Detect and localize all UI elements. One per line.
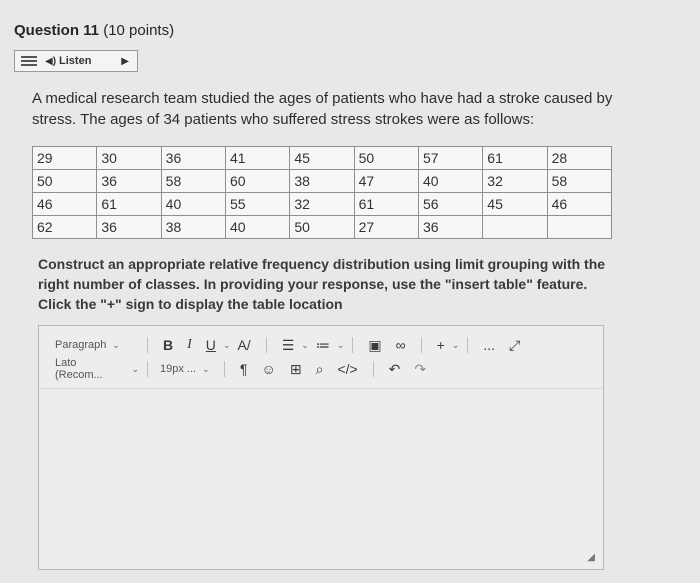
toolbar-divider [421,337,422,353]
list-icon[interactable]: ≔ [315,336,330,353]
toolbar-divider [147,337,148,353]
table-cell: 50 [33,170,97,193]
table-cell: 56 [418,193,482,216]
table-cell: 55 [225,193,289,216]
italic-button[interactable]: I [187,337,192,352]
table-cell: 47 [354,170,418,193]
table-cell: 61 [483,147,547,170]
table-cell: 38 [290,170,354,193]
table-cell: 41 [225,147,289,170]
table-cell: 36 [97,170,161,193]
chevron-down-icon[interactable]: ⌄ [336,339,345,350]
table-cell: 61 [97,193,161,216]
toolbar-divider [352,337,353,353]
table-cell: 50 [354,147,418,170]
table-cell: 61 [354,193,418,216]
table-cell: 28 [547,147,611,170]
chevron-down-icon[interactable]: ⌄ [451,339,460,350]
table-cell: 50 [290,216,354,239]
toolbar-row-2 [39,358,603,380]
table-cell: 30 [97,147,161,170]
table-cell: 46 [547,193,611,216]
undo-icon[interactable]: ↶ [388,360,401,377]
toolbar-divider [266,337,267,353]
table-cell: 29 [33,147,97,170]
table-cell: 58 [547,170,611,193]
table-cell: 36 [161,147,225,170]
instructions: Construct an appropriate relative frequency distribution using limit grouping with the right number of classes. In providing your response, use the "insert table" feature. Click the "+" sign to display the table location [38,256,606,312]
table-cell: 36 [97,216,161,239]
table-cell: 32 [483,170,547,193]
table-cell: 45 [290,147,354,170]
insert-plus-button[interactable]: + [436,337,445,353]
toolbar-row-1 [39,334,603,356]
more-button[interactable]: ... [483,337,495,353]
speaker-icon: ◀) [45,55,57,67]
toolbar-divider [373,361,374,377]
table-cell: 45 [483,193,547,216]
question-number: Question 11 [14,22,100,39]
bold-button[interactable]: B [163,337,174,353]
table-cell: 40 [225,216,289,239]
align-icon[interactable]: ☰ [281,336,295,353]
table-cell [483,216,547,239]
chevron-down-icon: ⌄ [202,363,210,374]
chevron-down-icon: ⌄ [112,339,120,350]
font-select[interactable] [55,357,139,381]
table-cell: 36 [418,216,482,239]
table-cell: 62 [33,216,97,239]
emoji-icon[interactable]: ☺ [261,361,276,377]
question-title [14,22,174,39]
chevron-down-icon[interactable]: ⌄ [301,339,309,350]
toolbar-divider [147,361,148,377]
chevron-down-icon[interactable]: ⌄ [222,339,231,350]
fullscreen-icon[interactable]: ⤢ [508,336,521,353]
redo-icon[interactable]: ↷ [414,360,427,377]
table-cell: 46 [33,193,97,216]
table-cell [547,216,611,239]
font-size-select[interactable] [160,363,216,375]
table-row [33,147,612,170]
resize-handle-icon[interactable]: ◢ [587,552,595,563]
menu-icon[interactable] [21,56,37,66]
table-cell: 57 [418,147,482,170]
toolbar-divider [224,361,225,377]
find-replace-icon[interactable]: ⌕ [315,360,324,377]
paragraph-format-icon[interactable]: ¶ [240,361,248,377]
font-size-label: 19px ... [160,363,197,375]
block-format-select[interactable] [55,339,139,351]
play-icon[interactable]: ▶ [121,55,129,67]
text-color-icon[interactable]: A/ [237,337,251,353]
font-label: Lato (Recom... [55,357,103,381]
rich-text-editor[interactable] [38,325,604,570]
insert-media-icon[interactable]: ▣ [368,336,382,353]
table-cell: 40 [161,193,225,216]
table-row [33,216,612,239]
editor-content-area[interactable] [39,388,603,569]
toolbar-divider [467,337,468,353]
question-points: (10 points) [103,22,175,39]
block-format-label: Paragraph [55,339,107,351]
source-code-icon[interactable]: </> [337,361,358,377]
table-row [33,193,612,216]
chevron-down-icon: ⌄ [131,363,139,374]
question-prompt: A medical research team studied the ages of patients who have had a stroke caused by stress. The ages of 34 patients who suffered stress strokes were as follows: [32,90,613,128]
listen-label[interactable]: Listen [59,55,92,67]
table-cell: 60 [225,170,289,193]
table-cell: 27 [354,216,418,239]
link-icon[interactable]: ∞ [395,337,406,353]
insert-table-icon[interactable]: ⊞ [289,360,302,377]
ages-table [32,146,612,239]
table-cell: 32 [290,193,354,216]
table-cell: 58 [161,170,225,193]
table-cell: 38 [161,216,225,239]
table-row [33,170,612,193]
table-cell: 40 [418,170,482,193]
underline-button[interactable]: U [205,337,216,353]
listen-widget[interactable] [14,50,138,72]
